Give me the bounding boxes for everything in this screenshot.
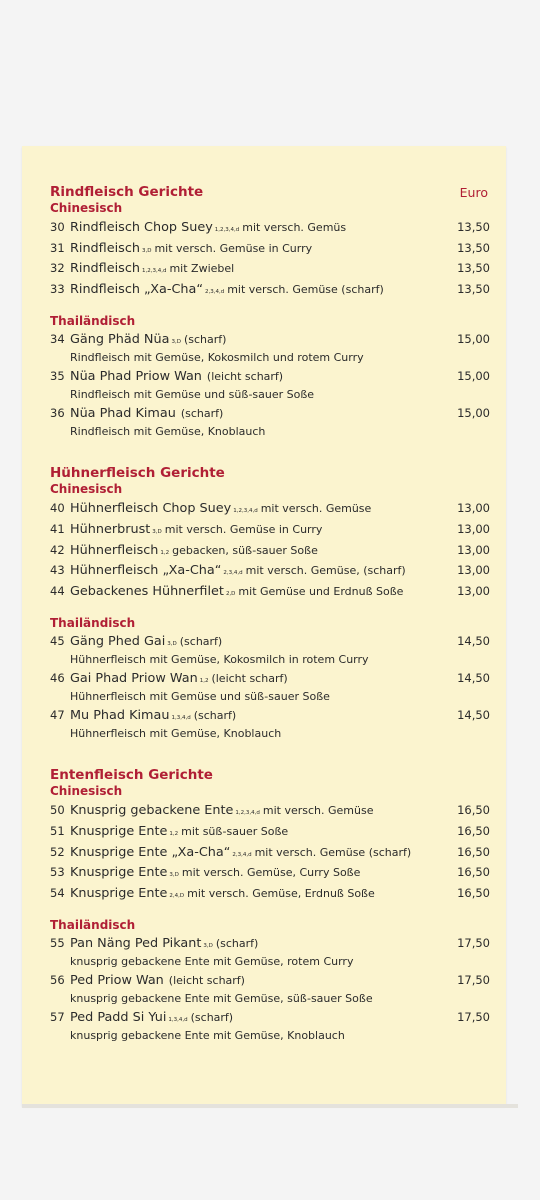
menu-item [50, 971, 490, 1008]
menu-item-line [50, 367, 490, 386]
item-description: mit versch. Gemüse in Curry [154, 241, 313, 255]
item-price: 17,50 [457, 936, 490, 951]
item-price: 13,50 [457, 281, 490, 296]
allergen-codes: 1,3,4,d [171, 715, 191, 722]
menu-item [50, 800, 490, 821]
menu-item [50, 862, 490, 883]
section-header [50, 461, 490, 481]
menu-item-line [50, 800, 490, 821]
menu-item-line [50, 279, 490, 300]
item-price: 16,50 [457, 803, 490, 818]
item-number: 33 [50, 281, 65, 296]
menu-item-line [50, 404, 490, 423]
item-name: Knusprig gebackene Ente [70, 803, 234, 819]
item-number: 40 [50, 501, 65, 516]
item-description: (scharf) [180, 407, 224, 421]
item-price: 13,00 [457, 542, 490, 557]
allergen-codes: 2,4,D [169, 892, 185, 899]
item-subdescription: Hühnerfleisch mit Gemüse und süß-sauer Soße [70, 690, 330, 704]
item-number: 35 [50, 369, 65, 384]
menu-item [50, 258, 490, 279]
menu-item-line [50, 581, 490, 602]
menu-item [50, 669, 490, 706]
currency-label: Euro [459, 185, 488, 200]
menu-item-line [50, 540, 490, 561]
item-number: 50 [50, 803, 65, 818]
menu-item-line [50, 862, 490, 883]
item-number: 30 [50, 220, 65, 234]
allergen-codes: 3,D [152, 528, 162, 535]
menu-item [50, 498, 490, 519]
item-number: 36 [50, 406, 65, 421]
menu-item-line [50, 883, 490, 904]
menu-item [50, 404, 490, 441]
item-name: Hühnerbrust [70, 521, 151, 537]
item-number: 46 [50, 671, 65, 686]
section-header [50, 763, 490, 783]
menu-item [50, 279, 490, 300]
cuisine-label: Thailändisch [50, 314, 136, 329]
menu-item-line [50, 632, 490, 651]
item-name: Mu Phad Kimau [70, 708, 170, 724]
item-subdescription: knusprig gebackene Ente mit Gemüse, Knoblauch [70, 1029, 345, 1043]
item-name: Gäng Phäd Nüa [70, 332, 170, 348]
item-number: 51 [50, 823, 65, 838]
item-name: Knusprige Ente [70, 885, 168, 901]
menu-item-line [50, 1008, 490, 1027]
menu-item [50, 821, 490, 842]
allergen-codes: 2,3,4,d [232, 851, 252, 858]
allergen-codes: 1,2 [160, 549, 170, 556]
item-description: gebacken, süß-sauer Soße [172, 543, 318, 557]
menu-item [50, 706, 490, 743]
item-price: 13,00 [457, 501, 490, 516]
item-number: 52 [50, 844, 65, 859]
menu-item-line [50, 498, 490, 519]
item-price: 16,50 [457, 885, 490, 900]
item-name: Gai Phad Priow Wan [70, 671, 198, 687]
item-name: Nüa Phad Kimau [70, 406, 176, 422]
menu-item [50, 632, 490, 669]
allergen-codes: 3,D [203, 943, 213, 950]
group-spacer [50, 299, 490, 313]
allergen-codes: 3,D [169, 872, 179, 879]
allergen-codes: 3,D [141, 247, 152, 254]
group-spacer [50, 601, 490, 615]
menu-item [50, 238, 490, 259]
section-title: Rindfleisch Gerichte [50, 184, 204, 200]
allergen-codes: 3,D [167, 641, 177, 648]
item-price: 13,00 [457, 583, 490, 598]
menu-page [22, 146, 506, 1106]
allergen-codes: 1,2,3,4,d [233, 508, 258, 515]
item-number: 34 [50, 332, 65, 347]
item-description: mit versch. Gemüse [262, 804, 374, 818]
item-description: mit versch. Gemüse, Curry Soße [181, 866, 361, 880]
item-description: (scharf) [215, 937, 259, 951]
item-number: 56 [50, 973, 65, 988]
item-description: mit Zwiebel [169, 262, 235, 276]
menu-item-line [50, 258, 490, 279]
allergen-codes: 3,D [171, 339, 181, 346]
menu-item [50, 842, 490, 863]
item-price: 13,50 [457, 261, 490, 276]
item-price: 15,00 [457, 406, 490, 421]
item-name: Gäng Phed Gai [70, 634, 166, 650]
item-description: mit Gemüse und Erdnuß Soße [238, 584, 404, 598]
item-price: 13,00 [457, 521, 490, 536]
menu-item [50, 560, 490, 581]
menu-item-line [50, 934, 490, 953]
item-number: 44 [50, 583, 65, 598]
allergen-codes: 1,2 [169, 830, 179, 837]
item-price: 16,50 [457, 865, 490, 880]
item-subdescription: Rindfleisch mit Gemüse, Knoblauch [70, 425, 266, 439]
section-spacer [50, 743, 490, 763]
item-price: 14,50 [457, 671, 490, 686]
item-number: 55 [50, 936, 65, 951]
item-description: mit versch. Gemüse, Erdnuß Soße [187, 886, 375, 900]
item-price: 15,00 [457, 369, 490, 384]
menu-item-line [50, 519, 490, 540]
item-subdescription: Rindfleisch mit Gemüse und süß-sauer Soße [70, 388, 315, 402]
allergen-codes: 2,3,4,d [204, 288, 225, 295]
allergen-codes: 1,2,3,4,d [235, 810, 260, 817]
item-description: (leicht scharf) [206, 370, 284, 384]
allergen-codes: 1,2,3,4,d [214, 227, 240, 233]
allergen-codes: 2,3,4,d [223, 570, 243, 577]
allergen-codes: 1,3,4,d [168, 1017, 188, 1024]
item-number: 47 [50, 708, 65, 723]
item-number: 43 [50, 563, 65, 578]
item-price: 13,00 [457, 563, 490, 578]
menu-item [50, 217, 490, 238]
allergen-codes: 2,D [225, 590, 236, 597]
item-description: (scharf) [193, 709, 237, 723]
menu-item [50, 934, 490, 971]
item-number: 53 [50, 865, 65, 880]
item-name: Rindfleisch Chop Suey [70, 220, 213, 235]
item-name: Rindfleisch [70, 261, 140, 277]
cuisine-label: Chinesisch [50, 784, 123, 799]
item-name: Rindfleisch „Xa-Cha“ [70, 281, 203, 297]
item-description: mit süß-sauer Soße [181, 824, 289, 838]
menu-item-line [50, 330, 490, 349]
menu-item [50, 883, 490, 904]
menu-item-line [50, 842, 490, 863]
item-name: Knusprige Ente „Xa-Cha“ [70, 844, 231, 860]
item-description: (leicht scharf) [211, 672, 288, 686]
item-price: 16,50 [457, 844, 490, 859]
item-description: (scharf) [183, 333, 227, 347]
item-description: mit versch. Gemüse (scharf) [254, 845, 412, 859]
menu-item-line [50, 217, 490, 238]
item-price: 13,50 [457, 240, 490, 255]
item-description: (leicht scharf) [168, 974, 245, 988]
item-price: 15,00 [457, 332, 490, 347]
menu-item-line [50, 560, 490, 581]
menu-item-line [50, 238, 490, 259]
item-description: mit versch. Gemüse (scharf) [227, 282, 384, 296]
item-description: mit versch. Gemüs [242, 221, 347, 234]
item-price: 16,50 [457, 823, 490, 838]
item-name: Hühnerfleisch „Xa-Cha“ [70, 563, 222, 579]
page-edge-shadow [22, 1104, 518, 1108]
item-name: Knusprige Ente [70, 865, 168, 881]
item-number: 31 [50, 240, 65, 255]
item-name: Ped Padd Si Yui [70, 1010, 167, 1026]
item-price: 17,50 [457, 973, 490, 988]
allergen-codes: 1,2 [199, 678, 209, 685]
item-name: Nüa Phad Priow Wan [70, 369, 202, 385]
menu-item-line [50, 971, 490, 990]
item-subdescription: Hühnerfleisch mit Gemüse, Kokosmilch in rotem Curry [70, 653, 369, 667]
item-name: Knusprige Ente [70, 823, 168, 839]
item-description: mit versch. Gemüse [260, 502, 372, 516]
menu-item [50, 540, 490, 561]
item-price: 17,50 [457, 1010, 490, 1025]
item-number: 57 [50, 1010, 65, 1025]
group-spacer [50, 903, 490, 917]
item-number: 41 [50, 521, 65, 536]
item-price: 13,50 [457, 220, 490, 234]
section-title: Hühnerfleisch Gerichte [50, 465, 225, 482]
menu-item [50, 1008, 490, 1045]
menu-item [50, 519, 490, 540]
item-description: (scharf) [190, 1011, 234, 1025]
cuisine-label: Chinesisch [50, 201, 123, 215]
menu-item [50, 581, 490, 602]
item-name: Gebackenes Hühnerfilet [70, 583, 224, 599]
item-number: 32 [50, 261, 65, 276]
item-subdescription: knusprig gebackene Ente mit Gemüse, rotem Curry [70, 955, 354, 969]
section-title: Entenfleisch Gerichte [50, 767, 213, 784]
item-number: 45 [50, 634, 65, 649]
menu-item [50, 330, 490, 367]
menu-item [50, 367, 490, 404]
item-price: 14,50 [457, 708, 490, 723]
menu-content [50, 180, 490, 1045]
item-price: 14,50 [457, 634, 490, 649]
cuisine-label: Thailändisch [50, 918, 136, 933]
item-subdescription: Rindfleisch mit Gemüse, Kokosmilch und rotem Curry [70, 351, 364, 365]
item-description: (scharf) [179, 635, 223, 649]
item-subdescription: Hühnerfleisch mit Gemüse, Knoblauch [70, 727, 282, 741]
menu-item-line [50, 706, 490, 725]
item-description: mit versch. Gemüse, (scharf) [245, 564, 406, 578]
item-name: Hühnerfleisch Chop Suey [70, 501, 232, 517]
cuisine-label: Thailändisch [50, 616, 136, 631]
item-name: Rindfleisch [70, 240, 140, 256]
section-spacer [50, 441, 490, 461]
item-number: 42 [50, 542, 65, 557]
item-number: 54 [50, 885, 65, 900]
item-name: Pan Näng Ped Pikant [70, 936, 202, 952]
item-subdescription: knusprig gebackene Ente mit Gemüse, süß-sauer Soße [70, 992, 373, 1006]
menu-item-line [50, 821, 490, 842]
item-name: Hühnerfleisch [70, 542, 159, 558]
cuisine-label: Chinesisch [50, 482, 123, 497]
item-name: Ped Priow Wan [70, 973, 164, 989]
section-header [50, 180, 490, 200]
allergen-codes: 1,2,3,4,d [141, 268, 167, 275]
menu-item-line [50, 669, 490, 688]
item-description: mit versch. Gemüse in Curry [164, 522, 323, 536]
